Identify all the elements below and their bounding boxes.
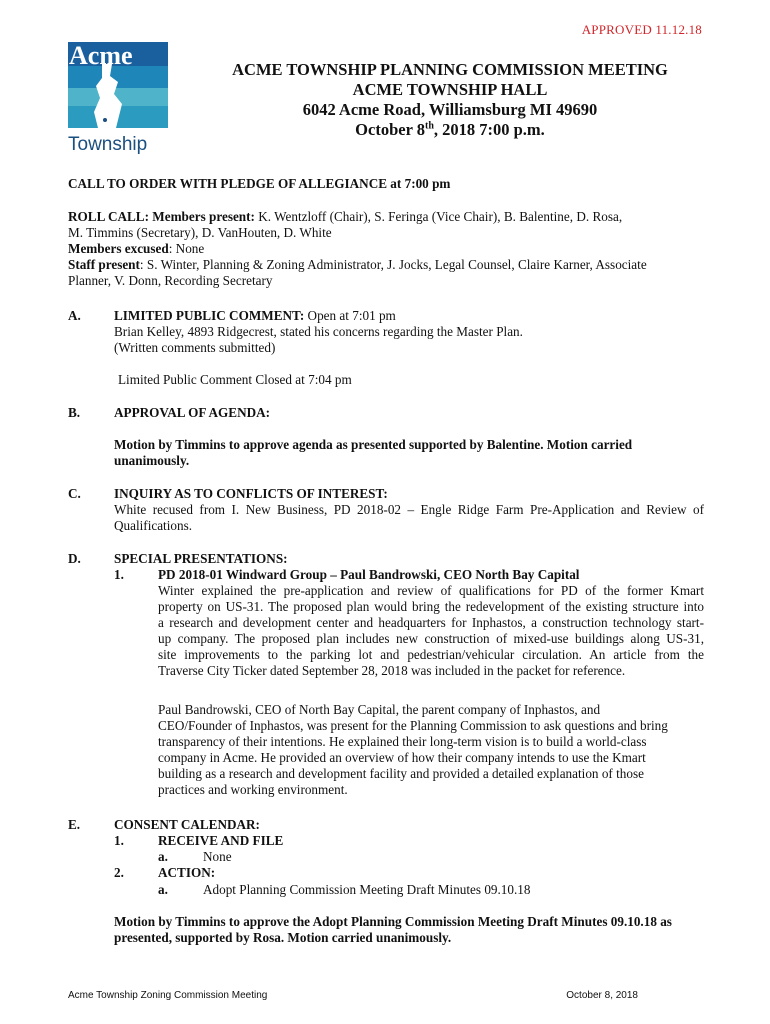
section-e-letter: E. [68, 817, 81, 832]
members-present-cont: M. Timmins (Secretary), D. VanHouten, D. White [68, 225, 332, 240]
section-c [114, 486, 704, 534]
receive-item-none: None [203, 849, 232, 864]
section-d-paragraph-1-end: Traverse City Ticker dated September 28, 2018 was included in the packet for reference. [158, 663, 626, 678]
action-heading: ACTION: [158, 865, 216, 880]
receive-item-letter: a. [158, 849, 168, 864]
action-item-adopt: Adopt Planning Commission Meeting Draft Minutes 09.10.18 [203, 882, 531, 897]
section-a-closed: Limited Public Comment Closed at 7:04 pm [118, 372, 352, 387]
section-e-title: CONSENT CALENDAR: [114, 817, 260, 832]
section-a-title: LIMITED PUBLIC COMMENT: [114, 308, 305, 323]
title-line-3: 6042 Acme Road, Williamsburg MI 49690 [302, 100, 598, 119]
section-b-title: APPROVAL OF AGENDA: [114, 405, 271, 420]
section-c-letter: C. [68, 486, 81, 501]
section-d-title: SPECIAL PRESENTATIONS: [114, 551, 288, 566]
logo-graphic [68, 42, 168, 154]
section-c-text: White recused from I. New Business, PD 2018-02 – Engle Ridge Farm Pre-Application and Review of [114, 502, 704, 517]
section-e-motion: Motion by Timmins to approve the Adopt Planning Commission Meeting Draft Minutes 09.10.18 as presented, supported by Rosa. Motion carried unanimously. [114, 914, 672, 945]
footer-right: October 8, 2018 [566, 990, 638, 1001]
members-excused-label: Members excused [68, 241, 169, 256]
section-d-item-number: 1. [114, 567, 124, 582]
logo-subtitle: Township [68, 134, 148, 154]
section-a-comment: Brian Kelley, 4893 Ridgecrest, stated his concerns regarding the Master Plan. [114, 324, 523, 339]
call-to-order: CALL TO ORDER WITH PLEDGE OF ALLEGIANCE at 7:00 pm [68, 176, 451, 191]
section-a: LIMITED PUBLIC COMMENT: Open at 7:01 pm Brian Kelley, 4893 Ridgecrest, stated his concerns regarding the Master Plan. (Written comments submitted) Limited Public Comment Closed at 7:04 pm [114, 308, 704, 388]
section-e-num-1: 1. [114, 833, 124, 848]
logo-word: Acme [69, 42, 133, 70]
receive-and-file: RECEIVE AND FILE [158, 833, 284, 848]
section-c-title: INQUIRY AS TO CONFLICTS OF INTEREST: [114, 486, 388, 501]
staff-present-label: Staff present [68, 257, 140, 272]
staff-present-cont: Planner, V. Donn, Recording Secretary [68, 273, 273, 288]
section-e-num-2: 2. [114, 865, 124, 880]
section-d-paragraph-2: Paul Bandrowski, CEO of North Bay Capital, the parent company of Inphastos, and CEO/Founder of Inphastos, was present for the Planning Commission to ask questions and bring transparency of their intentions. He explained their long-term vision is to build a world-class company in Acme. He provided an overview of how their company intends to use the Kmart building as a research and development facility and provided a detailed explanation of those practices and working environment. [158, 702, 668, 797]
title-line-2: ACME TOWNSHIP HALL [352, 80, 548, 99]
section-c-text-cont: Qualifications. [114, 518, 193, 533]
section-b [114, 405, 704, 469]
roll-call [68, 209, 704, 289]
meeting-title [180, 60, 720, 140]
section-d-paragraph-1: Winter explained the pre-application and review of qualifications for PD of the former Kmart property on US-31. The proposed plan would bring the redevelopment of the existing structure into a research and development center and headquarters for Inphastos, a construction technology start- up company. The proposed plan includes new construction of mixed-use buildings along US-31, site improvements to the parking lot and pedestrian/vehicular circulation. An article from the [158, 583, 704, 662]
members-excused: : None [168, 241, 205, 256]
section-d-letter: D. [68, 551, 81, 566]
title-date: October 8th, 2018 7:00 p.m. [355, 120, 545, 139]
section-a-note: (Written comments submitted) [114, 340, 276, 355]
acme-township-logo [68, 42, 168, 154]
footer-left: Acme Township Zoning Commission Meeting [68, 990, 268, 1001]
section-d-item-title: PD 2018-01 Windward Group – Paul Bandrowski, CEO North Bay Capital [158, 567, 580, 582]
section-a-letter: A. [68, 308, 81, 323]
action-item-letter: a. [158, 882, 168, 897]
roll-call-label: ROLL CALL: Members present: [68, 209, 255, 224]
approved-stamp: APPROVED 11.12.18 [581, 22, 702, 37]
section-b-motion: Motion by Timmins to approve agenda as presented supported by Balentine. Motion carried [114, 437, 633, 452]
members-present: K. Wentzloff (Chair), S. Feringa (Vice Chair), B. Balentine, D. Rosa, [254, 209, 623, 224]
title-line-1: ACME TOWNSHIP PLANNING COMMISSION MEETING [232, 60, 668, 79]
section-b-motion-cont: unanimously. [114, 453, 190, 468]
staff-present: : S. Winter, Planning & Zoning Administrator, J. Jocks, Legal Counsel, Claire Karner, Associate [139, 257, 647, 272]
section-b-letter: B. [68, 405, 81, 420]
